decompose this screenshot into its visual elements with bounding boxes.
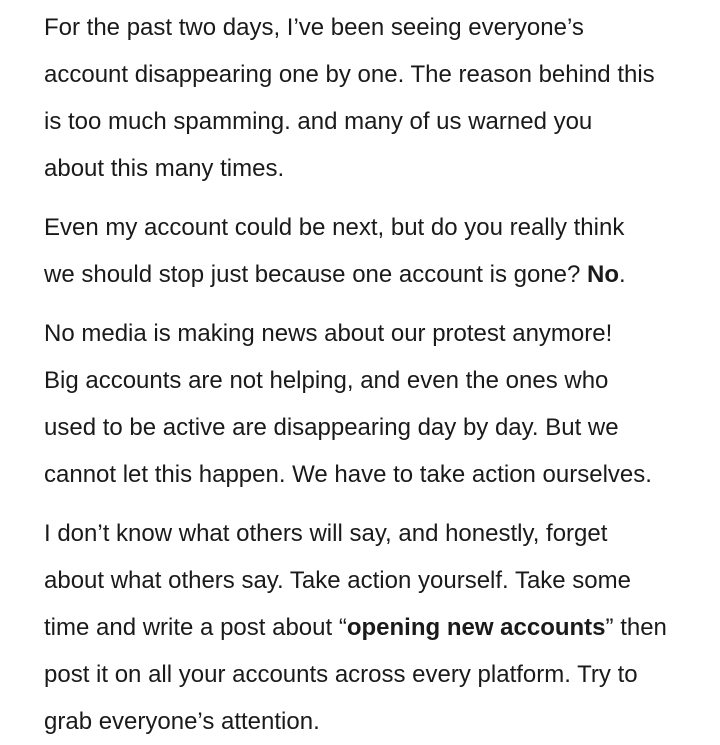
text-run: cannot let this happen. We have to take action ourselves.: [44, 461, 652, 488]
text-run: post it on all your accounts across every platform. Try to: [44, 661, 638, 688]
text-line: [44, 4, 700, 51]
text-line: [44, 51, 700, 98]
text-run: grab everyone’s attention.: [44, 708, 320, 735]
text-line: [44, 557, 700, 604]
paragraph-1: [44, 4, 700, 192]
text-run: about this many times.: [44, 155, 285, 182]
text-run: about what others say. Take action yourself. Take some: [44, 567, 631, 594]
text-line: [44, 251, 700, 298]
text-run: account disappearing one by one. The reason behind this: [44, 61, 655, 88]
text-line: [44, 404, 700, 451]
text-run: I don’t know what others will say, and honestly, forget: [44, 520, 608, 547]
paragraph-2: [44, 204, 700, 298]
text-line: [44, 698, 700, 745]
paragraph-4: [44, 510, 700, 745]
text-line: [44, 204, 700, 251]
text-line: [44, 98, 700, 145]
text-run: used to be active are disappearing day by day. But we: [44, 414, 619, 441]
text-run: ” then: [605, 614, 667, 641]
text-line: [44, 357, 700, 404]
text-line: [44, 451, 700, 498]
paragraph-3: [44, 310, 700, 498]
text-line: [44, 310, 700, 357]
bold-emphasis-no: No: [587, 261, 620, 288]
text-run: we should stop just because one account is gone?: [44, 261, 588, 288]
text-run: Even my account could be next, but do you really think: [44, 214, 625, 241]
text-line: [44, 510, 700, 557]
text-run: is too much spamming. and many of us warned you: [44, 108, 593, 135]
text-line: [44, 604, 700, 651]
text-line: [44, 145, 700, 192]
text-line: [44, 651, 700, 698]
text-run: No media is making news about our protest anymore!: [44, 320, 613, 347]
text-run: Big accounts are not helping, and even the ones who: [44, 367, 609, 394]
text-run: .: [619, 261, 626, 288]
text-run: time and write a post about “: [44, 614, 347, 641]
bold-emphasis-opening-new-accounts: opening new accounts: [346, 614, 606, 641]
text-run: For the past two days, I’ve been seeing everyone’s: [44, 14, 584, 41]
